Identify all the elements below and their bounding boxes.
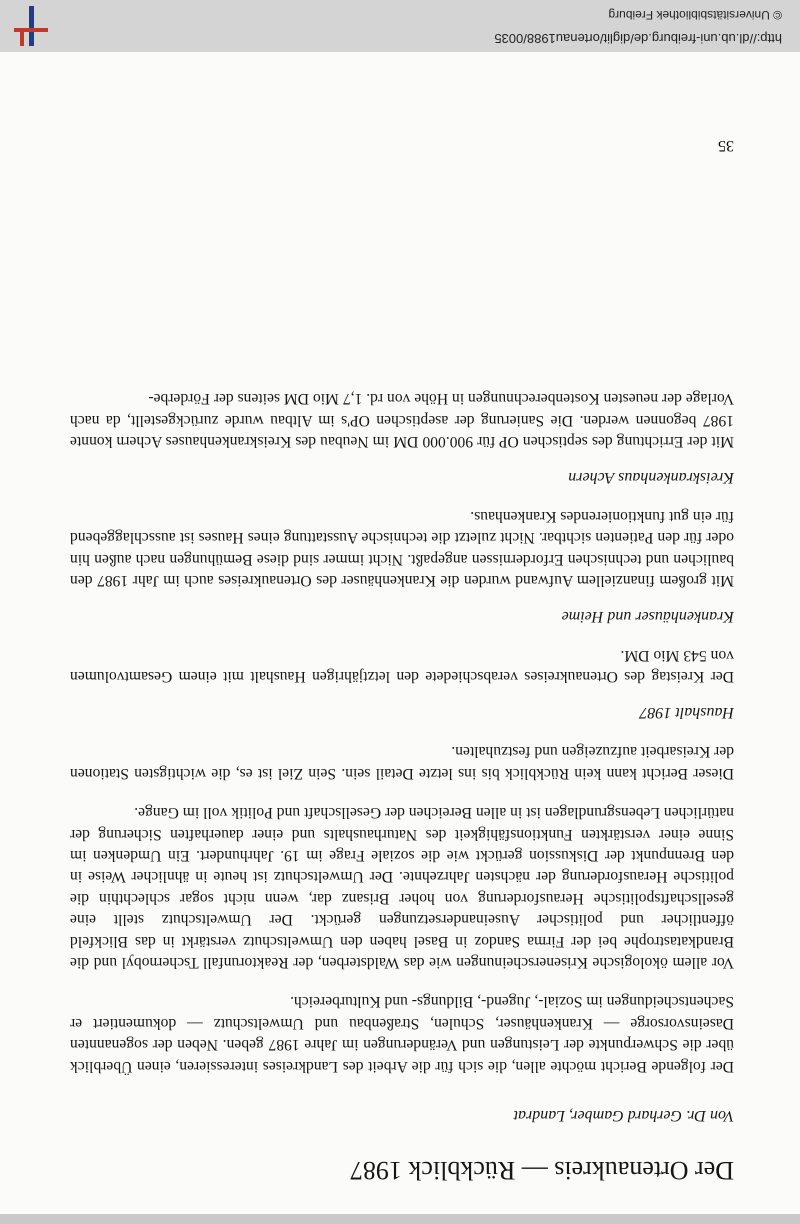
paragraph-krankenhaeuser: Mit großem finanziellem Aufwand wurden die Krankenhäuser des Ortenaukreises auch im Jahr 1987 den baulichen und technischen Erfordernissen angepaßt. Nicht immer sind diese Bemühungen nach außen hin oder für den Patienten sichtbar. Nicht zuletzt die technische Ausstattung eines Hauses ist ausschlaggebend für ein gut funktionierendes Krankenhaus. xyxy=(70,508,734,590)
copyright-text: © Universitätsbibliothek Freiburg xyxy=(608,8,782,22)
library-header-bar xyxy=(0,0,800,52)
author-byline: Von Dr. Gerhard Gamber, Landrat xyxy=(513,1107,734,1124)
paragraph-achern: Mit der Errichtung des septischen OP für 900.000 DM im Neubau des Kreiskrankenhauses Achern konnte 1987 begonnen werden. Die Sanierung der aseptischen OP's im Altbau wurde zurückgestellt, da nach Vorlage der neuesten Kostenberechnungen in Höhe von rd. 1,7 Mio DM seitens der Förderbe- xyxy=(70,390,734,451)
paragraph-intro: Der folgende Bericht möchte allen, die sich für die Arbeit des Landkreises interessieren, einen Überblick über die Schwerpunkte der Leistungen und Veränderungen im Jahre 1987 geben. Neben der sogenannten Daseinsvorsorge — Krankenhäuser, Schulen, Straßenbau und Umweltschutz — dokumentiert er Sachentscheidungen im Sozial-, Jugend-, Bildungs- und Kulturbereich. xyxy=(70,993,734,1075)
paragraph-environment: Vor allem ökologische Krisenerscheinungen wie das Waldsterben, der Reaktorunfall Tschernobyl und die Brandkatastrophe bei der Firma Sandoz in Basel haben den Umweltschutz verstärkt in das Blickfeld öffentlicher und politischer Auseinandersetzungen gerückt. Der Umweltschutz stellt eine gesellschaftspolitische Herausforderung von hoher Brisanz dar, wenn nicht sogar schlechthin die politische Herausforderung der nächsten Jahrzehnte. Der Umweltschutz ist heute in ähnlicher Weise in den Brennpunkt der Diskussion gerückt wie die soziale Frage im 19. Jahrhundert. Ein Umdenken im Sinne einer verstärkten Funktionsfähigkeit des Naturhaushalts und einer dauerhaften Sicherung der natürlichen Lebensgrundlagen ist in allen Bereichen der Gesellschaft und Politik voll im Gange. xyxy=(70,804,734,971)
heading-achern: Kreiskrankenhaus Achern xyxy=(568,468,734,486)
heading-haushalt: Haushalt 1987 xyxy=(639,703,734,721)
paragraph-haushalt: Der Kreistag des Ortenaukreises verabschiedete den letztjährigen Haushalt mit einem Gesamtvolumen von 543 Mio DM. xyxy=(70,647,734,686)
source-url-link[interactable]: http://dl.ub.uni-freiburg.de/diglit/ortenau1988/0035 xyxy=(494,31,782,46)
university-logo-icon xyxy=(14,6,48,46)
viewer-edge xyxy=(0,1214,800,1224)
paragraph-scope: Dieser Bericht kann kein Rückblick bis ins letzte Detail sein. Sein Ziel ist es, die wichtigsten Stationen der Kreisarbeit aufzuzeigen und festzuhalten. xyxy=(70,743,734,782)
page-content xyxy=(70,370,734,1186)
page-sheet xyxy=(0,52,800,1214)
heading-krankenhaeuser: Krankenhäuser und Heime xyxy=(561,607,734,625)
page-number: 35 xyxy=(718,137,734,154)
article-title: Der Ortenaukreis — Rückblick 1987 xyxy=(349,1156,734,1185)
